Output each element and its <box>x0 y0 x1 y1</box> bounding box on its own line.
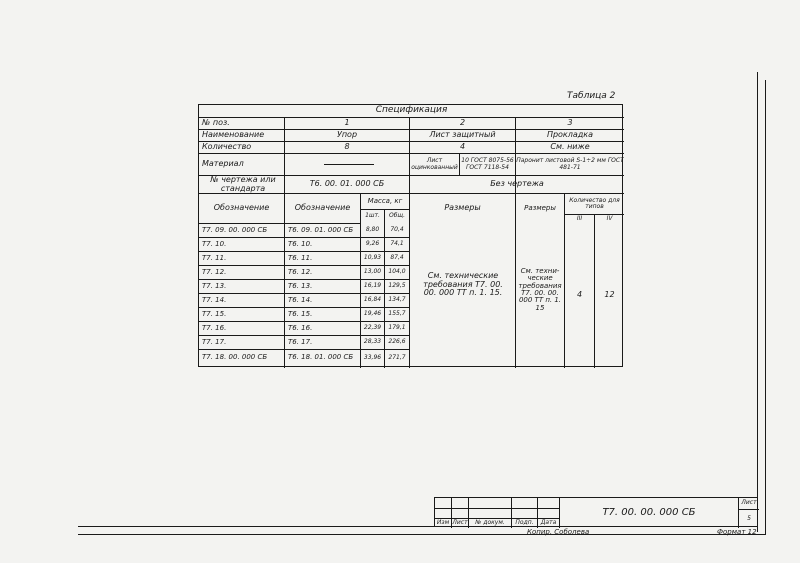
row-mt: 155,7 <box>388 310 406 318</box>
frame-right-line <box>757 72 758 532</box>
material-3: Паронит листовой S-1÷2 мм ГОСТ 481-71 <box>516 157 624 171</box>
row-m1: 16,19 <box>363 282 382 290</box>
qty-2: 4 <box>459 142 466 152</box>
row-d1: Т7. 13. <box>202 281 227 290</box>
row-d2: Т6. 12. <box>288 267 313 276</box>
qty-1: 8 <box>344 142 350 152</box>
qty-type-3: 4 <box>576 289 583 299</box>
drawing-1: Т6. 00. 01. 000 СБ <box>309 179 385 189</box>
row-m1: 16,84 <box>363 296 382 304</box>
row-mt: 87,4 <box>390 254 404 262</box>
row-mt: 179,1 <box>388 324 406 332</box>
sizes3-note: См. техни- ческие требования Т7. 00. 00. 000 ТТ п. 1. 15 <box>518 266 562 312</box>
row-d1: Т7. 11. <box>202 253 227 262</box>
row-d2: Т6. 10. <box>288 239 313 248</box>
row-d1: Т7. 16. <box>202 323 227 332</box>
row-d1: Т7. 10. <box>202 239 227 248</box>
row-d2: Т6. 15. <box>288 309 313 318</box>
col-designation-2: Обозначение <box>294 203 351 213</box>
row-mt: 129,5 <box>388 282 406 290</box>
name-2: Лист защитный <box>429 130 496 140</box>
frame-bottom-line-outer <box>78 534 766 535</box>
name-1: Упор <box>336 130 358 140</box>
spec-title: Спецификация <box>375 105 448 116</box>
row-d2: Т6. 17. <box>288 337 313 346</box>
row-d1: Т7. 15. <box>202 309 227 318</box>
pos-2: 2 <box>459 118 466 128</box>
row-mt: 134,7 <box>388 296 406 304</box>
qty-type-4: 12 <box>604 289 615 299</box>
pos-1: 1 <box>344 118 350 128</box>
qty-3: См. ниже <box>550 142 590 152</box>
pos-3: 3 <box>567 118 573 128</box>
col-mass-unit: 1шт. <box>365 212 380 220</box>
material-2b: 10 ГОСТ 8075-56 ГОСТ 7118-54 <box>461 157 514 171</box>
row-label-material: Материал <box>202 159 244 169</box>
row-m1: 28,33 <box>363 338 382 346</box>
row-d2: Т6. 18. 01. 000 СБ <box>288 353 354 362</box>
tb-header-doc: № докум. <box>475 518 505 526</box>
col-sizes: Размеры <box>444 203 481 213</box>
row-label-pos: № поз. <box>202 118 230 128</box>
row-mt: 271,7 <box>388 353 406 361</box>
row-m1: 22,39 <box>363 324 382 332</box>
tb-header-date: Дата <box>540 518 557 526</box>
row-m1: 13,00 <box>363 268 382 276</box>
row-label-name: Наименование <box>202 130 265 140</box>
col-designation-1: Обозначение <box>213 203 270 213</box>
row-mt: 104,0 <box>388 268 406 276</box>
col-type-3: III <box>576 215 583 222</box>
title-block <box>434 497 758 527</box>
row-m1: 33,96 <box>363 353 382 361</box>
material-1-dash <box>324 164 374 165</box>
row-d1: Т7. 18. 00. 000 СБ <box>202 353 268 362</box>
row-m1: 19,46 <box>363 310 382 318</box>
frame-right-line-outer <box>765 80 766 535</box>
row-mt: 226,6 <box>388 338 406 346</box>
col-qty-types: Количество для типов <box>569 196 620 210</box>
tb-header-list: Лист <box>452 518 468 526</box>
row-m1: 8,80 <box>365 226 380 234</box>
col-type-4: IV <box>606 215 613 222</box>
format-label: Формат 12 <box>717 528 757 536</box>
row-label-qty: Количество <box>202 142 252 152</box>
row-m1: 10,93 <box>363 254 382 262</box>
tb-header-izm: Изм <box>436 518 450 526</box>
row-d2: Т6. 09. 01. 000 СБ <box>288 225 354 234</box>
row-d2: Т6. 11. <box>288 253 313 262</box>
name-3: Прокладка <box>546 130 594 140</box>
spec-table <box>198 104 623 367</box>
tb-header-sign: Подп. <box>515 518 534 526</box>
row-d2: Т6. 16. <box>288 323 313 332</box>
copied-by: Копир. Соболева <box>527 528 590 536</box>
material-2a: Лист оцинкованный <box>411 157 458 171</box>
col-mass: Масса, кг <box>367 196 403 205</box>
tb-sheet-label: Лист <box>741 499 757 507</box>
tb-sheet-number: 5 <box>747 514 751 522</box>
row-label-drawing: № чертежа или стандарта <box>210 176 276 193</box>
row-m1: 9,26 <box>365 240 380 248</box>
row-d2: Т6. 13. <box>288 281 313 290</box>
row-d1: Т7. 14. <box>202 295 227 304</box>
tb-doc-number: Т7. 00. 00. 000 СБ <box>602 506 696 518</box>
row-d1: Т7. 17. <box>202 337 227 346</box>
table-label: Таблица 2 <box>567 91 616 101</box>
row-d1: Т7. 09. 00. 000 СБ <box>202 225 268 234</box>
row-d1: Т7. 12. <box>202 267 227 276</box>
row-mt: 70,4 <box>390 226 404 234</box>
row-mt: 74,1 <box>390 240 404 248</box>
col-mass-total: Общ. <box>389 212 405 220</box>
col-sizes-3: Размеры <box>524 203 556 212</box>
drawing-23: Без чертежа <box>490 179 544 189</box>
row-d2: Т6. 14. <box>288 295 313 304</box>
sizes-note: См. технические требования Т7. 00. 00. 000 ТТ п. 1. 15. <box>423 271 503 298</box>
